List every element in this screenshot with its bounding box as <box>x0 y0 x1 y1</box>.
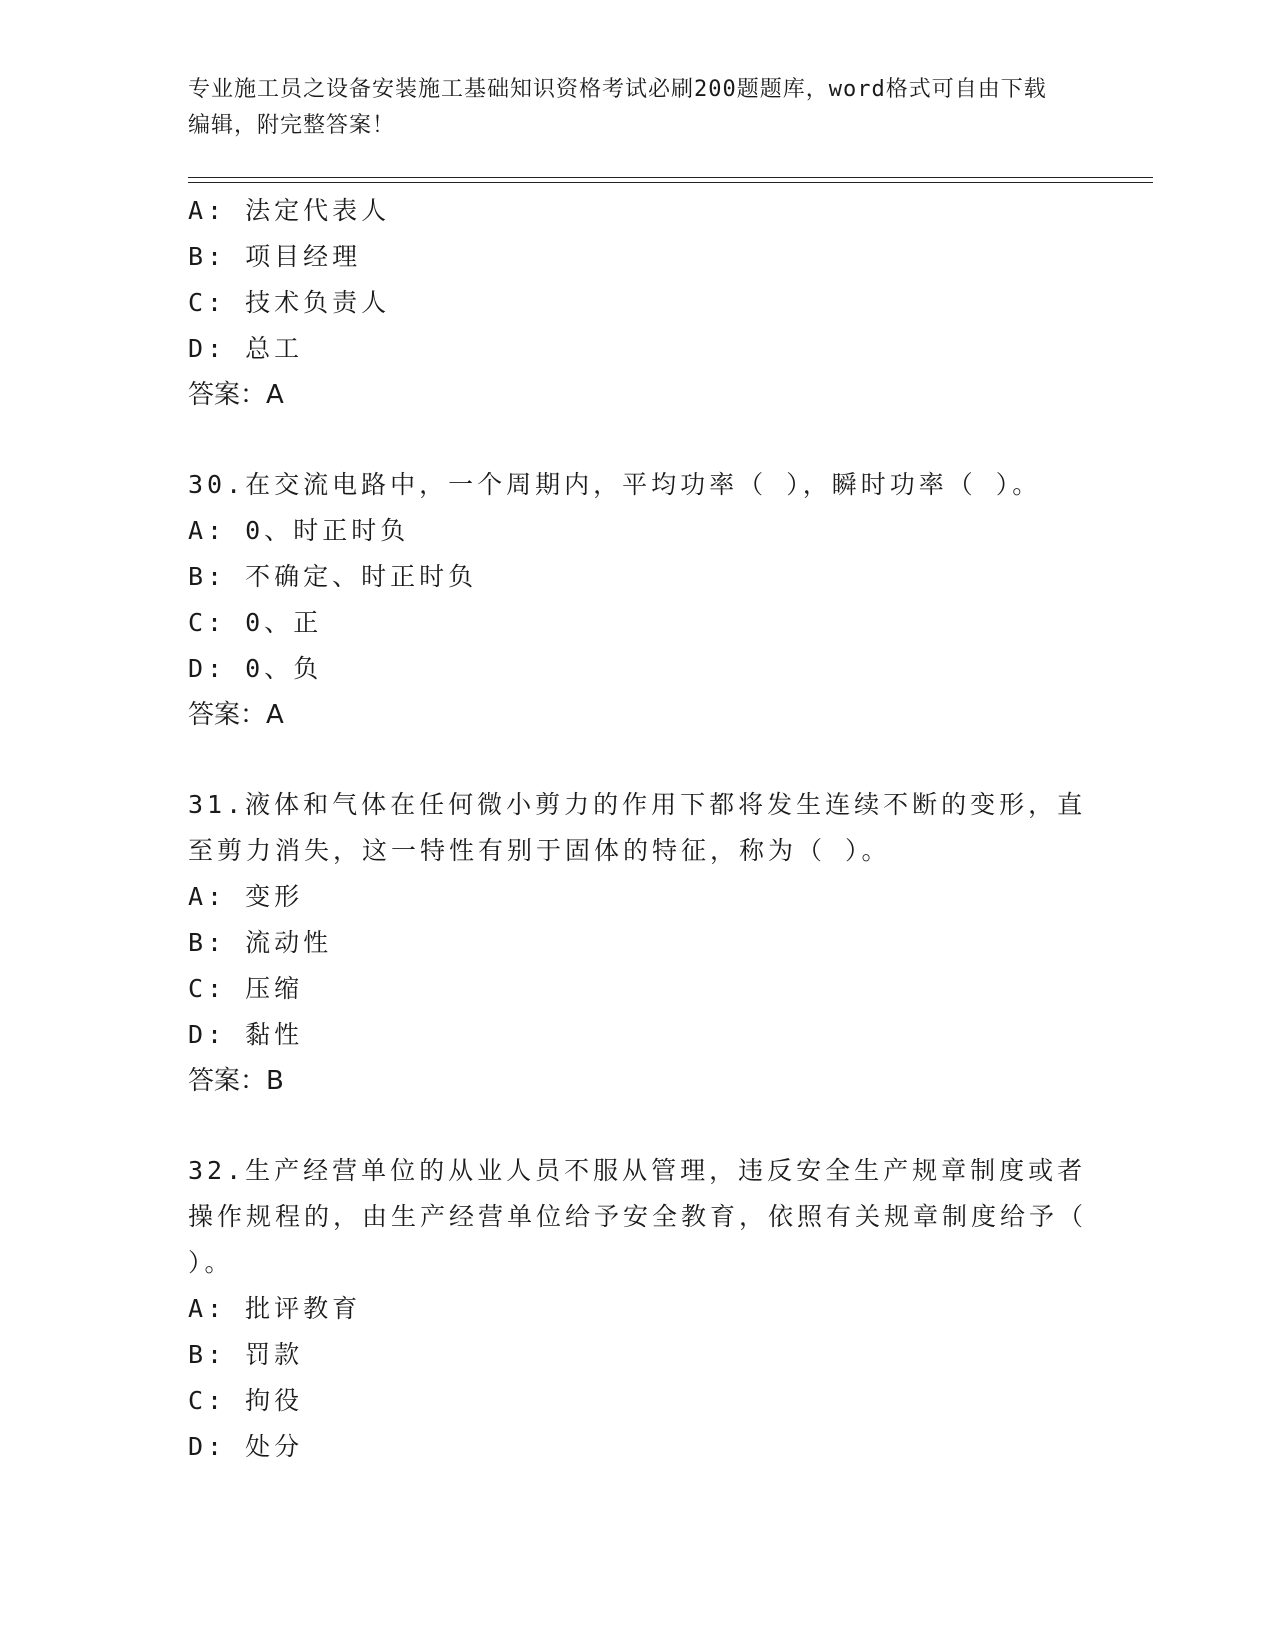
header-divider-bottom <box>188 182 1153 183</box>
option-d: D: 黏性 <box>188 1020 304 1049</box>
option-b: B: 项目经理 <box>188 242 362 271</box>
option-b: B: 流动性 <box>188 928 333 957</box>
answer-line: 答案：A <box>188 380 284 410</box>
question-block-30 <box>188 462 1088 738</box>
option-a: A: 法定代表人 <box>188 196 391 225</box>
option-d: D: 0、负 <box>188 654 323 683</box>
option-b: B: 不确定、时正时负 <box>188 562 478 591</box>
question-block-32 <box>188 1148 1088 1470</box>
option-c: C: 拘役 <box>188 1386 304 1415</box>
option-a: A: 变形 <box>188 882 304 911</box>
question-block-31 <box>188 782 1088 1104</box>
question-text: 30.在交流电路中，一个周期内，平均功率（ ），瞬时功率（ ）。 <box>188 470 1042 499</box>
document-header: 专业施工员之设备安装施工基础知识资格考试必刷200题题库，word格式可自由下载编辑，附完整答案！ <box>188 77 1047 138</box>
answer-line: 答案：A <box>188 700 284 730</box>
option-d: D: 总工 <box>188 334 304 363</box>
option-a: A: 批评教育 <box>188 1294 362 1323</box>
option-c: C: 技术负责人 <box>188 288 391 317</box>
option-c: C: 压缩 <box>188 974 304 1003</box>
question-list <box>188 188 1088 1470</box>
question-text: 31.液体和气体在任何微小剪力的作用下都将发生连续不断的变形，直至剪力消失，这一特性有别于固体的特征，称为（ ）。 <box>188 790 1087 865</box>
option-d: D: 处分 <box>188 1432 304 1461</box>
question-block-29 <box>188 188 1088 418</box>
option-a: A: 0、时正时负 <box>188 516 410 545</box>
option-c: C: 0、正 <box>188 608 323 637</box>
question-text: 32.生产经营单位的从业人员不服从管理，违反安全生产规章制度或者操作规程的，由生产经营单位给予安全教育，依照有关规章制度给予（ ）。 <box>188 1156 1088 1277</box>
answer-line: 答案：B <box>188 1066 284 1096</box>
option-b: B: 罚款 <box>188 1340 304 1369</box>
header-divider-top <box>188 177 1153 178</box>
